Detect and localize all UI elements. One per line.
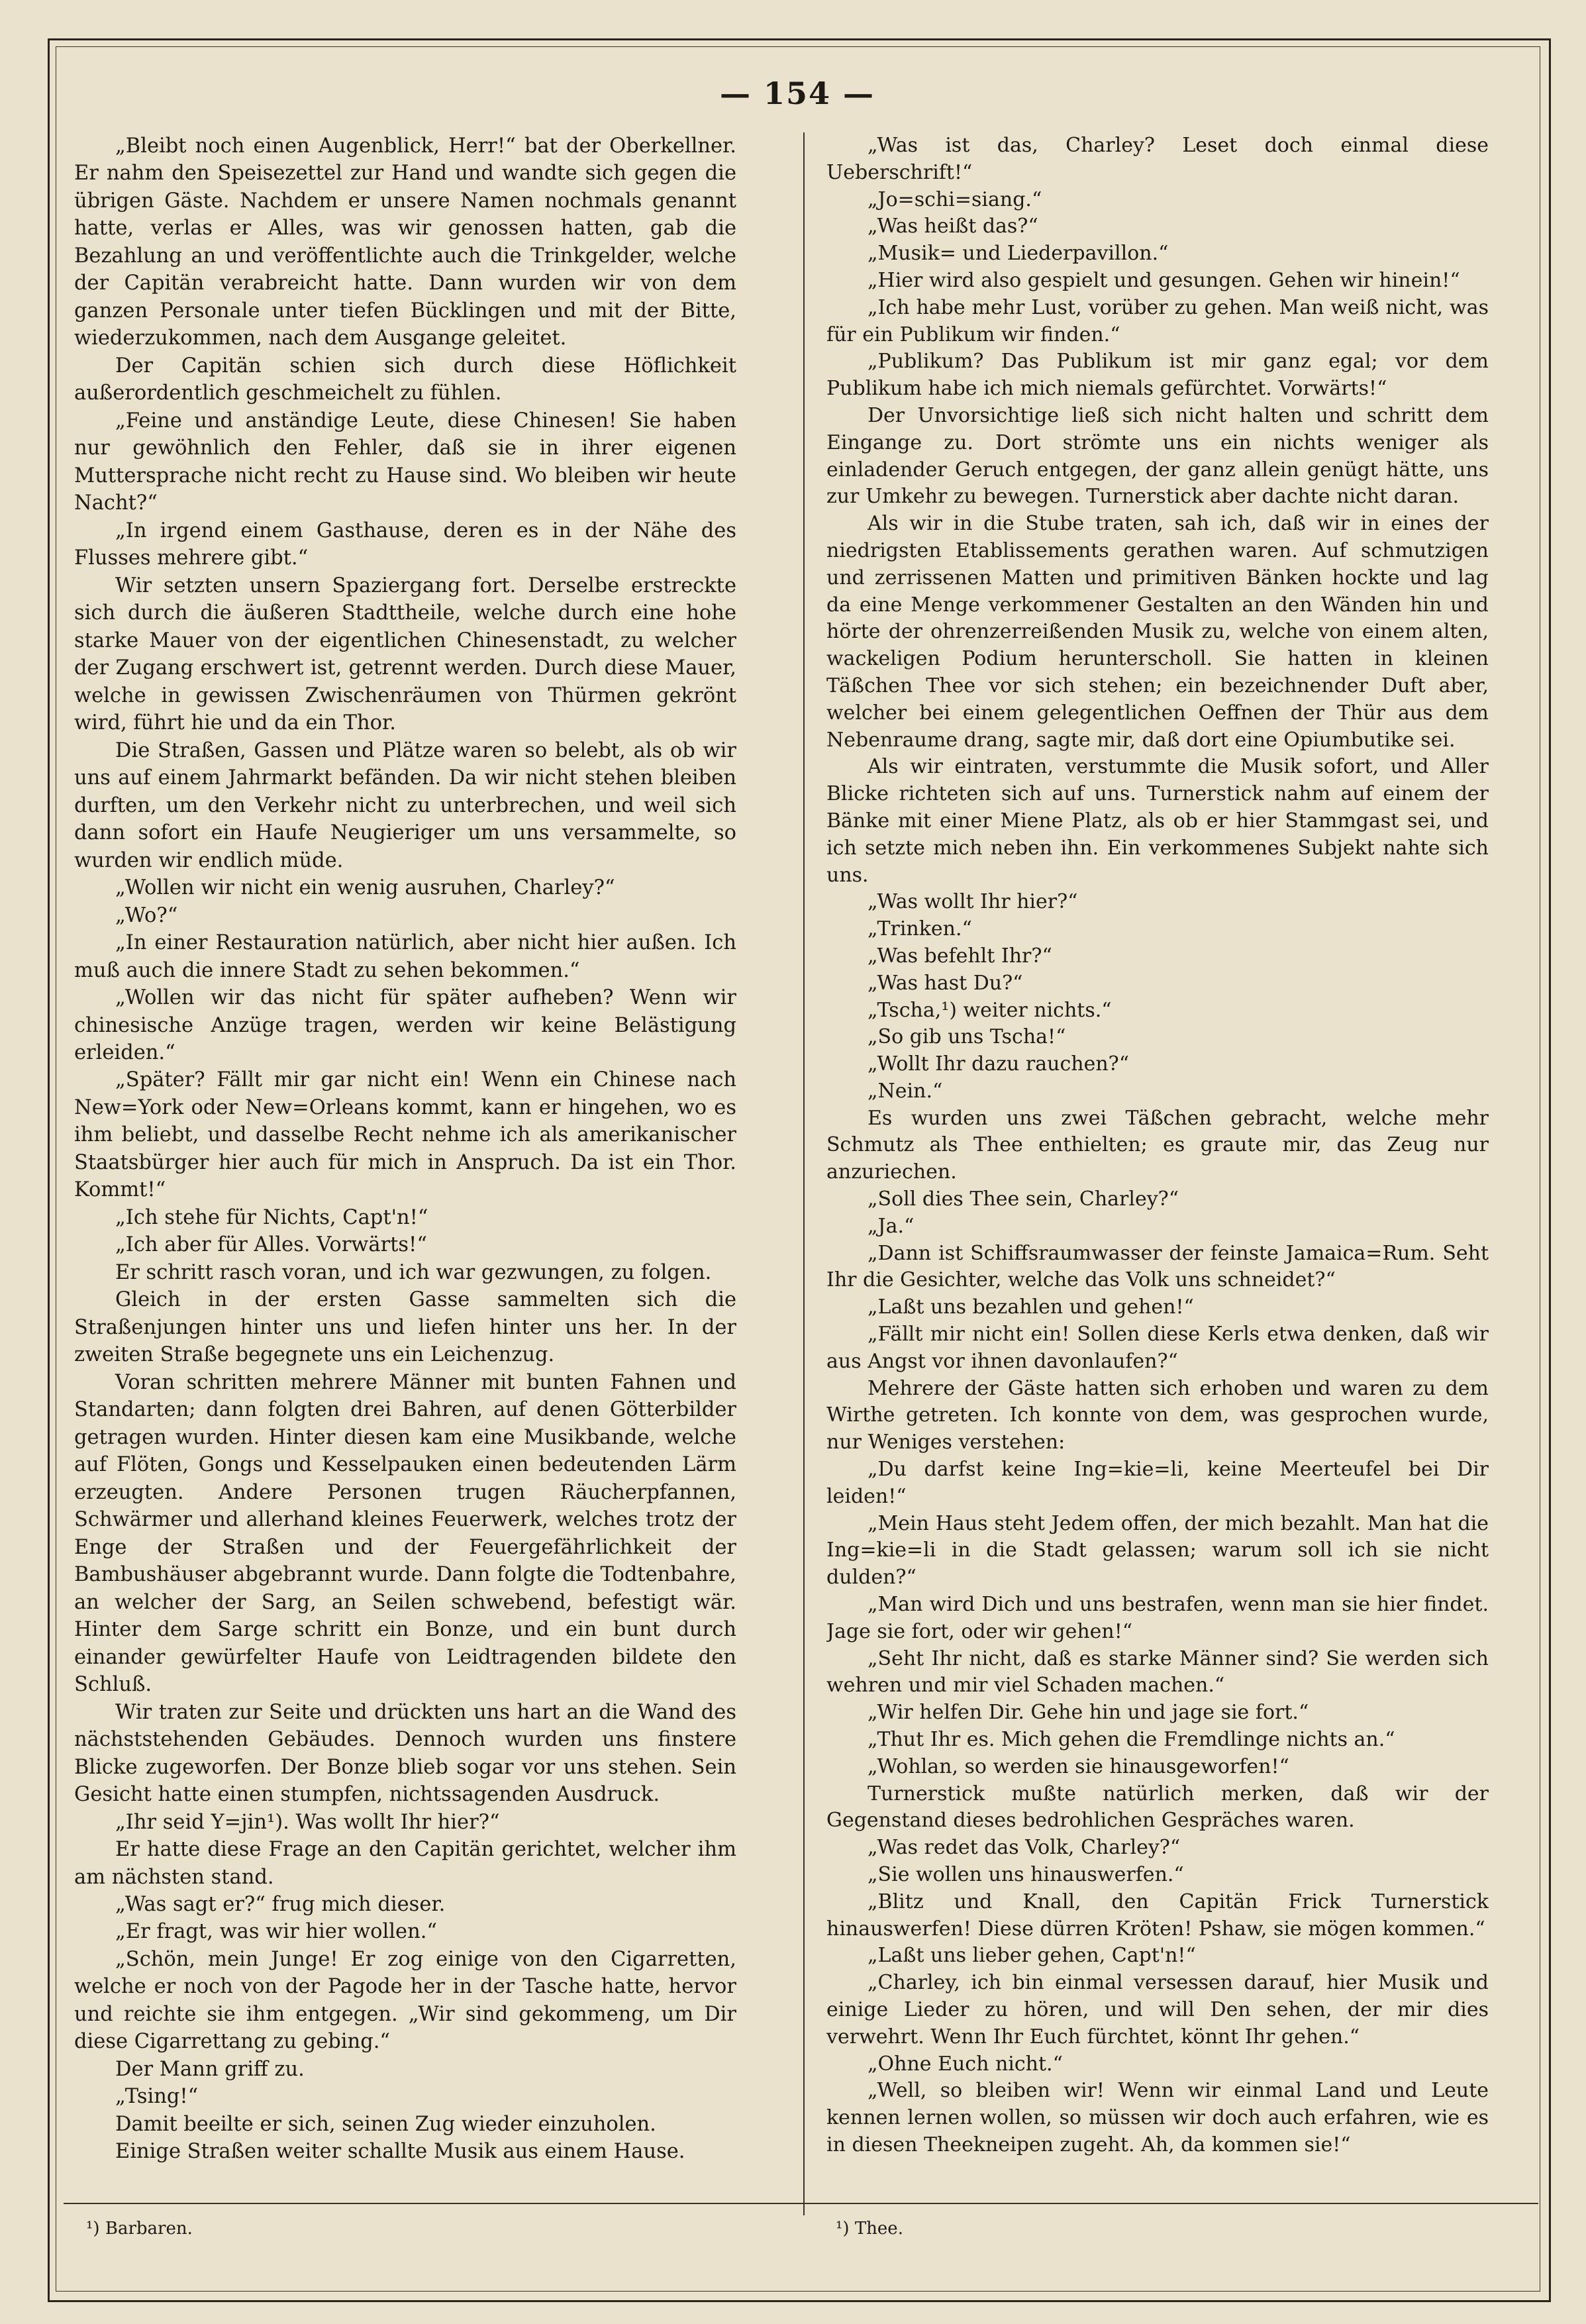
paragraph: Damit beeilte er sich, seinen Zug wieder einzuholen. (115, 2112, 656, 2136)
paragraph: Wir traten zur Seite und drückten uns hart an die Wand des nächststehenden Gebäudes. Dennoch wurden uns finstere Blicke zugeworfen. Der Bonze blieb sogar vor uns stehen. Sein Gesicht hatte einen stumpfen, nichtssagenden Ausdruck. (74, 1700, 736, 1807)
paragraph: „In einer Restauration natürlich, aber nicht hier außen. Ich muß auch die innere Stadt zu sehen bekommen.“ (74, 931, 736, 982)
paragraph: „Musik= und Liederpavillon.“ (867, 242, 1169, 266)
page-number: — 154 — (719, 76, 875, 111)
left-text-column (74, 132, 736, 2172)
paragraph: „Was redet das Volk, Charley?“ (867, 1836, 1181, 1860)
paragraph: Wir setzten unsern Spaziergang fort. Derselbe erstreckte sich durch die äußeren Stadttheile, welche durch eine hohe starke Mauer von der eigentlichen Chinesenstadt, zu welcher der Zugang erschwert ist, getrennt werden. Durch diese Mauer, welche in gewissen Zwischenräumen von Thürmen gekrönt wird, führt hie und da ein Thor. (74, 574, 736, 735)
paragraph: Als wir eintraten, verstummte die Musik sofort, und Aller Blicke richteten sich auf uns. Turnerstick nahm auf einem der Bänke mit einer Miene Platz, als ob er hier Stammgast sei, und ich setzte mich neben ihn. Ein verkommenes Subjekt nahte sich uns. (826, 755, 1489, 887)
paragraph: „Ich habe mehr Lust, vorüber zu gehen. Man weiß nicht, was für ein Publikum wir finden.“ (826, 295, 1489, 346)
paragraph: „Ja.“ (867, 1214, 915, 1238)
paragraph: „Was hast Du?“ (867, 971, 1023, 995)
paragraph: „Trinken.“ (867, 917, 972, 941)
paragraph: „Wollen wir nicht ein wenig ausruhen, Charley?“ (115, 876, 615, 900)
paragraph: Der Unvorsichtige ließ sich nicht halten und schritt dem Eingange zu. Dort strömte uns ein nichts weniger als einladender Geruch entgegen, der ganz allein genügt hätte, uns zur Umkehr zu bewegen. Turnerstick aber dachte nicht daran. (826, 403, 1489, 509)
paragraph: „Was wollt Ihr hier?“ (867, 890, 1078, 914)
paragraph: Als wir in die Stube traten, sah ich, daß wir in eines der niedrigsten Etablissements gerathen waren. Auf schmutzigen und zerrissenen Matten und primitiven Bänken hockte und lag da eine Menge verkommener Gestalten an den Wänden hin und hörte der ohrenzerreißenden Musik zu, welche von einem alten, wackeligen Podium herunterscholl. Sie hatten in kleinen Täßchen Thee vor sich stehen; ein bezeichnender Duft aber, welcher bei einem gelegentlichen Oeffnen der Thür aus dem Nebenraume drang, sagte mir, daß dort eine Opiumbutike sei. (826, 512, 1489, 752)
paragraph: Mehrere der Gäste hatten sich erhoben und waren zu dem Wirthe getreten. Ich konnte von dem, was gesprochen wurde, nur Weniges verstehen: (826, 1376, 1489, 1454)
paragraph: „Ich stehe für Nichts, Capt'n!“ (115, 1205, 428, 1229)
footnote-right: ¹) Thee. (836, 2219, 903, 2239)
paragraph: „Was ist das, Charley? Leset doch einmal diese Ueberschrift!“ (826, 134, 1489, 184)
paragraph: „So gib uns Tscha!“ (867, 1025, 1066, 1049)
footnote-rule-left (64, 2203, 803, 2204)
paragraph: „Wohlan, so werden sie hinausgeworfen!“ (867, 1754, 1289, 1778)
paragraph: „Well, so bleiben wir! Wenn wir einmal Land und Leute kennen lernen wollen, so müssen wir doch auch erfahren, wie es in diesen Theekneipen zugeht. Ah, da kommen sie!“ (826, 2079, 1489, 2156)
paragraph: „Hier wird also gespielt und gesungen. Gehen wir hinein!“ (867, 268, 1460, 292)
paragraph: Die Straßen, Gassen und Plätze waren so belebt, als ob wir uns auf einem Jahrmarkt befänden. Da wir nicht stehen bleiben durften, um den Verkehr nicht zu unterbrechen, und weil sich dann sofort ein Haufe Neugieriger um uns versammelte, so wurden wir endlich müde. (74, 738, 736, 872)
paragraph: Er schritt rasch voran, und ich war gezwungen, zu folgen. (115, 1260, 712, 1284)
paragraph: „Nein.“ (867, 1079, 943, 1103)
paragraph: „Thut Ihr es. Mich gehen die Fremdlinge nichts an.“ (867, 1728, 1395, 1752)
paragraph: „Sie wollen uns hinauswerfen.“ (867, 1863, 1184, 1886)
paragraph: „Laßt uns bezahlen und gehen!“ (867, 1295, 1194, 1319)
paragraph: Turnerstick mußte natürlich merken, daß wir der Gegenstand dieses bedrohlichen Gespräches waren. (826, 1782, 1489, 1833)
paragraph: „Tscha,¹) weiter nichts.“ (867, 998, 1112, 1022)
paragraph: „Tsing!“ (115, 2085, 199, 2109)
paragraph: Es wurden uns zwei Täßchen gebracht, welche mehr Schmutz als Thee enthielten; es graute mir, das Zeug nur anzuriechen. (826, 1106, 1489, 1184)
column-divider (803, 132, 805, 2215)
paragraph: „Wollt Ihr dazu rauchen?“ (867, 1052, 1130, 1076)
paragraph: Gleich in der ersten Gasse sammelten sich die Straßenjungen hinter uns und liefen hinter uns her. In der zweiten Straße begegnete uns ein Leichenzug. (74, 1288, 736, 1367)
paragraph: „Wir helfen Dir. Gehe hin und jage sie fort.“ (867, 1701, 1309, 1725)
paragraph: „Was sagt er?“ frug mich dieser. (115, 1893, 446, 1916)
paragraph: Der Mann griff zu. (115, 2057, 305, 2081)
paragraph: „Er fragt, was wir hier wollen.“ (115, 1920, 438, 1944)
paragraph: Voran schritten mehrere Männer mit bunten Fahnen und Standarten; dann folgten drei Bahren, auf denen Götterbilder getragen wurden. Hinter diesen kam eine Musikbande, welche auf Flöten, Gongs und Kesselpauken einen bedeutenden Lärm erzeugten. Andere Personen trugen Räucherpfannen, Schwärmer und allerhand kleines Feuerwerk, welches trotz der Enge der Straßen und der Feuergefährlichkeit der Bambushäuser abgebrannt wurde. Dann folgte die Todtenbahre, an welcher der Sarg, an Seilen schwebend, befestigt wär. Hinter dem Sarge schritt ein Bonze, und ein bunt durch einander gewürfelter Haufe von Leidtragenden bildete den Schluß. (74, 1370, 736, 1697)
paragraph: Der Capitän schien sich durch diese Höflichkeit außerordentlich geschmeichelt zu fühlen. (74, 354, 736, 405)
paragraph: „Feine und anständige Leute, diese Chinesen! Sie haben nur gewöhnlich den Fehler, daß sie in ihrer eigenen Muttersprache nicht recht zu Hause sind. Wo bleiben wir heute Nacht?“ (74, 409, 736, 515)
paragraph: „Fällt mir nicht ein! Sollen diese Kerls etwa denken, daß wir aus Angst vor ihnen davonlaufen?“ (826, 1323, 1489, 1373)
paragraph: „Bleibt noch einen Augenblick, Herr!“ bat der Oberkellner. Er nahm den Speisezettel zur Hand und wandte sich gegen die übrigen Gäste. Nachdem er unsere Namen nochmals genannt hatte, verlas er Alles, was wir genossen hatten, gab die Bezahlung an und veröffentlichte auch die Trinkgelder, welche der Capitän verabreicht hatte. Dann wurden wir von dem ganzen Personale unter tiefen Bücklingen und mit der Bitte, wiederzukommen, nach dem Ausgange geleitet. (74, 134, 736, 350)
paragraph: „Ohne Euch nicht.“ (867, 2052, 1063, 2076)
paragraph: „Wollen wir das nicht für später aufheben? Wenn wir chinesische Anzüge tragen, werden wir keine Belästigung erleiden.“ (74, 986, 736, 1064)
paragraph: „Charley, ich bin einmal versessen darauf, hier Musik und einige Lieder zu hören, und will Den sehen, der mir dies verwehrt. Wenn Ihr Euch fürchtet, könnt Ihr gehen.“ (826, 1971, 1489, 2048)
paragraph: „Laßt uns lieber gehen, Capt'n!“ (867, 1944, 1196, 1968)
paragraph: „In irgend einem Gasthause, deren es in der Nähe des Flusses mehrere gibt.“ (74, 519, 736, 570)
paragraph: „Schön, mein Junge! Er zog einige von den Cigarretten, welche er noch von der Pagode her in der Tasche hatte, hervor und reichte sie ihm entgegen. „Wir sind gekommeng, um Dir diese Cigarrettang zu gebing.“ (74, 1947, 736, 2054)
paragraph: „Was heißt das?“ (867, 215, 1038, 238)
paragraph: „Mein Haus steht Jedem offen, der mich bezahlt. Man hat die Ing=kie=li in die Stadt gelassen; warum soll ich sie nicht dulden?“ (826, 1511, 1489, 1590)
paragraph: „Ihr seid Y=jin¹). Was wollt Ihr hier?“ (115, 1810, 500, 1834)
paragraph: „Man wird Dich und uns bestrafen, wenn man sie hier findet. Jage sie fort, oder wir gehen!“ (826, 1593, 1489, 1643)
paragraph: „Seht Ihr nicht, daß es starke Männer sind? Sie werden sich wehren und mir viel Schaden machen.“ (826, 1646, 1489, 1697)
paragraph: „Publikum? Das Publikum ist mir ganz egal; vor dem Publikum habe ich mich niemals gefürchtet. Vorwärts!“ (826, 350, 1489, 401)
paragraph: „Später? Fällt mir gar nicht ein! Wenn ein Chinese nach New=York oder New=Orleans kommt, kann er hingehen, wo es ihm beliebt, und dasselbe Recht nehme ich als amerikanischer Staatsbürger hier auch für mich in Anspruch. Da ist ein Thor. Kommt!“ (74, 1068, 736, 1202)
paragraph: „Ich aber für Alles. Vorwärts!“ (115, 1233, 427, 1257)
paragraph: Er hatte diese Frage an den Capitän gerichtet, welcher ihm am nächsten stand. (74, 1838, 736, 1889)
paragraph: „Dann ist Schiffsraumwasser der feinste Jamaica=Rum. Seht Ihr die Gesichter, welche das Volk uns schneidet?“ (826, 1241, 1489, 1292)
paragraph: „Wo?“ (115, 903, 178, 927)
paragraph: „Jo=schi=siang.“ (867, 187, 1042, 211)
paragraph: „Was befehlt Ihr?“ (867, 944, 1052, 968)
right-text-column (826, 132, 1489, 2172)
paragraph: Einige Straßen weiter schallte Musik aus einem Hause. (115, 2140, 685, 2164)
paragraph: „Du darfst keine Ing=kie=li, keine Meerteufel bei Dir leiden!“ (826, 1458, 1489, 1508)
paragraph: „Blitz und Knall, den Capitän Frick Turnerstick hinauswerfen! Diese dürren Kröten! Pshaw, sie mögen kommen.“ (826, 1890, 1489, 1941)
footnote-rule-right (803, 2203, 1538, 2204)
paragraph: „Soll dies Thee sein, Charley?“ (867, 1187, 1179, 1211)
footnote-left: ¹) Barbaren. (86, 2219, 193, 2239)
